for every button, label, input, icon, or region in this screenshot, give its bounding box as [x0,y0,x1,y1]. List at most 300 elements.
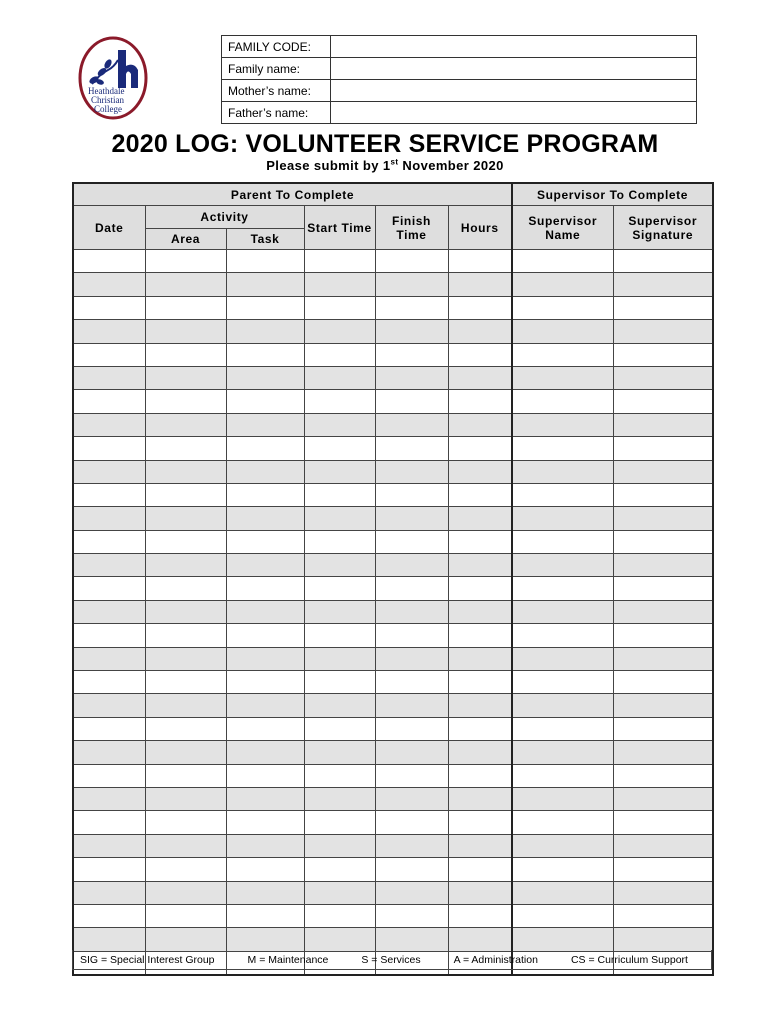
mothers-name-row [222,80,697,102]
finish-time-cell[interactable] [375,577,448,600]
task-cell[interactable] [226,273,304,296]
date-cell[interactable] [73,764,145,787]
log-row [73,554,713,577]
supervisor-signature-cell[interactable] [613,624,713,647]
date-cell[interactable] [73,928,145,951]
task-cell[interactable] [226,483,304,506]
date-cell[interactable] [73,390,145,413]
page-title: 2020 LOG: VOLUNTEER SERVICE PROGRAM [111,130,659,158]
start-time-cell[interactable] [304,834,375,857]
task-cell[interactable] [226,717,304,740]
start-time-cell[interactable] [304,577,375,600]
supervisor-name-cell[interactable] [512,647,613,670]
supervisor-signature-header: Supervisor Signature [613,206,713,250]
area-cell[interactable] [145,787,226,810]
date-cell[interactable] [73,694,145,717]
supervisor-name-cell[interactable] [512,320,613,343]
finish-time-cell[interactable] [375,413,448,436]
task-cell[interactable] [226,250,304,273]
supervisor-signature-cell[interactable] [613,577,713,600]
task-header: Task [226,229,304,250]
hours-cell[interactable] [448,787,512,810]
finish-time-cell[interactable] [375,460,448,483]
log-row [73,366,713,389]
log-row [73,483,713,506]
supervisor-signature-cell[interactable] [613,811,713,834]
area-cell[interactable] [145,904,226,927]
hours-cell[interactable] [448,413,512,436]
mothers-name-field[interactable] [331,80,697,102]
date-cell[interactable] [73,858,145,881]
hours-cell[interactable] [448,671,512,694]
supervisor-signature-cell[interactable] [613,296,713,319]
finish-time-cell[interactable] [375,717,448,740]
start-time-cell[interactable] [304,554,375,577]
supervisor-name-cell[interactable] [512,928,613,951]
start-time-cell[interactable] [304,624,375,647]
log-row [73,717,713,740]
date-cell[interactable] [73,343,145,366]
finish-time-cell[interactable] [375,624,448,647]
family-name-row [222,58,697,80]
supervisor-signature-cell[interactable] [613,343,713,366]
date-cell[interactable] [73,273,145,296]
area-cell[interactable] [145,647,226,670]
start-time-cell[interactable] [304,647,375,670]
family-name-field[interactable] [331,58,697,80]
start-time-cell[interactable] [304,694,375,717]
supervisor-signature-cell[interactable] [613,273,713,296]
family-code-field[interactable] [331,36,697,58]
date-cell[interactable] [73,460,145,483]
hours-cell[interactable] [448,741,512,764]
supervisor-name-cell[interactable] [512,437,613,460]
log-row [73,577,713,600]
task-cell[interactable] [226,904,304,927]
fathers-name-row [222,102,697,124]
start-time-cell[interactable] [304,741,375,764]
task-cell[interactable] [226,507,304,530]
start-time-cell[interactable] [304,530,375,553]
supervisor-signature-cell[interactable] [613,787,713,810]
supervisor-name-header: Supervisor Name [512,206,613,250]
supervisor-name-cell[interactable] [512,624,613,647]
date-cell[interactable] [73,413,145,436]
date-cell[interactable] [73,811,145,834]
hours-cell[interactable] [448,764,512,787]
log-row [73,694,713,717]
finish-time-cell[interactable] [375,811,448,834]
log-row [73,764,713,787]
finish-time-cell[interactable] [375,390,448,413]
hours-cell[interactable] [448,904,512,927]
date-cell[interactable] [73,741,145,764]
area-cell[interactable] [145,320,226,343]
supervisor-name-cell[interactable] [512,717,613,740]
supervisor-signature-cell[interactable] [613,437,713,460]
finish-time-cell[interactable] [375,741,448,764]
supervisor-name-cell[interactable] [512,764,613,787]
area-cell[interactable] [145,250,226,273]
legend-services: S = Services [361,953,421,966]
finish-time-cell[interactable] [375,787,448,810]
start-time-cell[interactable] [304,296,375,319]
start-time-cell[interactable] [304,811,375,834]
start-time-cell[interactable] [304,483,375,506]
hours-cell[interactable] [448,320,512,343]
start-time-cell[interactable] [304,717,375,740]
parent-section-header: Parent To Complete [73,183,512,206]
area-cell[interactable] [145,858,226,881]
supervisor-signature-cell[interactable] [613,717,713,740]
task-cell[interactable] [226,671,304,694]
log-row [73,250,713,273]
task-cell[interactable] [226,343,304,366]
supervisor-name-cell[interactable] [512,273,613,296]
log-row [73,858,713,881]
area-cell[interactable] [145,296,226,319]
area-cell[interactable] [145,694,226,717]
area-cell[interactable] [145,577,226,600]
supervisor-signature-cell[interactable] [613,694,713,717]
task-cell[interactable] [226,296,304,319]
supervisor-signature-cell[interactable] [613,250,713,273]
supervisor-signature-cell[interactable] [613,554,713,577]
finish-time-cell[interactable] [375,366,448,389]
task-cell[interactable] [226,834,304,857]
supervisor-name-cell[interactable] [512,483,613,506]
supervisor-signature-cell[interactable] [613,460,713,483]
hours-header: Hours [448,206,512,250]
date-cell[interactable] [73,671,145,694]
log-row [73,507,713,530]
supervisor-signature-cell[interactable] [613,881,713,904]
supervisor-signature-cell[interactable] [613,483,713,506]
log-row [73,834,713,857]
finish-time-cell[interactable] [375,928,448,951]
task-cell[interactable] [226,694,304,717]
supervisor-section-header: Supervisor To Complete [512,183,713,206]
logo-text-line-2: Christian [91,95,124,105]
start-time-cell[interactable] [304,600,375,623]
supervisor-name-cell[interactable] [512,390,613,413]
log-row [73,928,713,951]
task-cell[interactable] [226,320,304,343]
start-time-cell[interactable] [304,904,375,927]
log-row [73,460,713,483]
start-time-cell[interactable] [304,764,375,787]
hours-cell[interactable] [448,624,512,647]
logo-text-line-3: College [94,104,122,114]
supervisor-signature-cell[interactable] [613,904,713,927]
date-cell[interactable] [73,250,145,273]
hours-cell[interactable] [448,507,512,530]
finish-time-cell[interactable] [375,554,448,577]
hours-cell[interactable] [448,366,512,389]
finish-time-cell[interactable] [375,881,448,904]
date-cell[interactable] [73,296,145,319]
start-time-cell[interactable] [304,366,375,389]
start-time-cell[interactable] [304,671,375,694]
area-cell[interactable] [145,671,226,694]
start-time-cell[interactable] [304,390,375,413]
date-cell[interactable] [73,834,145,857]
hours-cell[interactable] [448,600,512,623]
hours-cell[interactable] [448,694,512,717]
date-cell[interactable] [73,320,145,343]
supervisor-name-cell[interactable] [512,811,613,834]
date-cell[interactable] [73,600,145,623]
start-time-cell[interactable] [304,320,375,343]
log-row [73,787,713,810]
log-row [73,904,713,927]
finish-time-cell[interactable] [375,437,448,460]
supervisor-signature-cell[interactable] [613,413,713,436]
log-row [73,413,713,436]
date-cell[interactable] [73,437,145,460]
supervisor-name-cell[interactable] [512,343,613,366]
mothers-name-label: Mother’s name: [222,80,331,102]
deadline-text-end: November 2020 [398,158,504,173]
start-time-cell[interactable] [304,787,375,810]
hours-cell[interactable] [448,554,512,577]
finish-time-cell[interactable] [375,764,448,787]
supervisor-signature-cell[interactable] [613,764,713,787]
supervisor-name-cell[interactable] [512,507,613,530]
date-cell[interactable] [73,577,145,600]
log-body [73,250,713,976]
hours-cell[interactable] [448,834,512,857]
finish-time-cell[interactable] [375,483,448,506]
start-time-cell[interactable] [304,343,375,366]
task-cell[interactable] [226,390,304,413]
supervisor-signature-cell[interactable] [613,507,713,530]
start-time-header: Start Time [304,206,375,250]
area-cell[interactable] [145,764,226,787]
finish-time-cell[interactable] [375,273,448,296]
finish-time-cell[interactable] [375,647,448,670]
finish-time-cell[interactable] [375,343,448,366]
hours-cell[interactable] [448,390,512,413]
area-cell[interactable] [145,460,226,483]
finish-time-cell[interactable] [375,296,448,319]
supervisor-name-cell[interactable] [512,904,613,927]
area-cell[interactable] [145,928,226,951]
task-cell[interactable] [226,413,304,436]
finish-time-cell[interactable] [375,904,448,927]
start-time-cell[interactable] [304,460,375,483]
supervisor-name-cell[interactable] [512,741,613,764]
hours-cell[interactable] [448,577,512,600]
date-cell[interactable] [73,507,145,530]
supervisor-name-cell[interactable] [512,413,613,436]
fathers-name-label: Father’s name: [222,102,331,124]
supervisor-name-cell[interactable] [512,834,613,857]
supervisor-name-cell[interactable] [512,881,613,904]
hours-cell[interactable] [448,928,512,951]
task-cell[interactable] [226,928,304,951]
area-cell[interactable] [145,600,226,623]
supervisor-signature-cell[interactable] [613,390,713,413]
supervisor-signature-cell[interactable] [613,600,713,623]
supervisor-signature-cell[interactable] [613,530,713,553]
area-cell[interactable] [145,507,226,530]
finish-time-cell[interactable] [375,694,448,717]
hours-cell[interactable] [448,881,512,904]
finish-time-cell[interactable] [375,530,448,553]
task-cell[interactable] [226,881,304,904]
area-cell[interactable] [145,624,226,647]
start-time-cell[interactable] [304,273,375,296]
log-row [73,671,713,694]
finish-time-header: Finish Time [375,206,448,250]
date-cell[interactable] [73,624,145,647]
log-row [73,647,713,670]
log-row [73,624,713,647]
log-row [73,320,713,343]
legend-maintenance: M = Maintenance [247,953,329,966]
legend-administration: A = Administration [453,953,538,966]
area-cell[interactable] [145,717,226,740]
hours-cell[interactable] [448,483,512,506]
date-cell[interactable] [73,554,145,577]
start-time-cell[interactable] [304,413,375,436]
date-cell[interactable] [73,530,145,553]
task-cell[interactable] [226,366,304,389]
date-cell[interactable] [73,787,145,810]
fathers-name-field[interactable] [331,102,697,124]
area-cell[interactable] [145,811,226,834]
hours-cell[interactable] [448,811,512,834]
family-name-label: Family name: [222,58,331,80]
area-cell[interactable] [145,741,226,764]
finish-time-cell[interactable] [375,320,448,343]
supervisor-name-cell[interactable] [512,554,613,577]
finish-time-cell[interactable] [375,600,448,623]
deadline-ordinal: st [390,157,399,167]
task-cell[interactable] [226,600,304,623]
hours-cell[interactable] [448,296,512,319]
supervisor-name-cell[interactable] [512,530,613,553]
submission-deadline [0,158,770,173]
log-row [73,273,713,296]
supervisor-signature-cell[interactable] [613,928,713,951]
finish-time-cell[interactable] [375,858,448,881]
family-code-label: FAMILY CODE: [222,36,331,58]
task-cell[interactable] [226,460,304,483]
task-cell[interactable] [226,624,304,647]
deadline-text-start: Please submit by 1 [266,158,391,173]
hours-cell[interactable] [448,858,512,881]
date-cell[interactable] [73,904,145,927]
task-cell[interactable] [226,577,304,600]
hours-cell[interactable] [448,647,512,670]
start-time-cell[interactable] [304,858,375,881]
supervisor-signature-cell[interactable] [613,647,713,670]
supervisor-name-cell[interactable] [512,858,613,881]
hours-cell[interactable] [448,460,512,483]
hours-cell[interactable] [448,717,512,740]
finish-time-cell[interactable] [375,250,448,273]
supervisor-signature-cell[interactable] [613,320,713,343]
task-cell[interactable] [226,530,304,553]
area-cell[interactable] [145,343,226,366]
start-time-cell[interactable] [304,507,375,530]
task-cell[interactable] [226,741,304,764]
finish-time-cell[interactable] [375,507,448,530]
legend-sig: SIG = Special Interest Group [80,953,215,966]
log-row [73,741,713,764]
task-cell[interactable] [226,554,304,577]
supervisor-signature-cell[interactable] [613,858,713,881]
date-cell[interactable] [73,881,145,904]
hours-cell[interactable] [448,530,512,553]
supervisor-name-cell[interactable] [512,600,613,623]
supervisor-signature-cell[interactable] [613,741,713,764]
start-time-cell[interactable] [304,437,375,460]
finish-time-cell[interactable] [375,834,448,857]
task-cell[interactable] [226,811,304,834]
activity-header: Activity [145,206,304,229]
task-cell[interactable] [226,787,304,810]
area-cell[interactable] [145,881,226,904]
supervisor-name-cell[interactable] [512,787,613,810]
start-time-cell[interactable] [304,881,375,904]
start-time-cell[interactable] [304,250,375,273]
start-time-cell[interactable] [304,928,375,951]
date-cell[interactable] [73,717,145,740]
supervisor-signature-cell[interactable] [613,834,713,857]
area-cell[interactable] [145,554,226,577]
area-cell[interactable] [145,366,226,389]
supervisor-name-cell[interactable] [512,296,613,319]
area-cell[interactable] [145,437,226,460]
supervisor-signature-cell[interactable] [613,366,713,389]
volunteer-log-table [72,182,714,976]
supervisor-name-cell[interactable] [512,671,613,694]
area-cell[interactable] [145,273,226,296]
supervisor-name-cell[interactable] [512,250,613,273]
supervisor-name-cell[interactable] [512,460,613,483]
log-row [73,530,713,553]
supervisor-signature-cell[interactable] [613,671,713,694]
hours-cell[interactable] [448,250,512,273]
hours-cell[interactable] [448,343,512,366]
legend-curriculum-support: CS = Curriculum Support [570,953,688,966]
hours-cell[interactable] [448,437,512,460]
supervisor-name-cell[interactable] [512,577,613,600]
area-cell[interactable] [145,483,226,506]
area-cell[interactable] [145,390,226,413]
area-cell[interactable] [145,834,226,857]
hours-cell[interactable] [448,273,512,296]
task-cell[interactable] [226,858,304,881]
area-cell[interactable] [145,530,226,553]
task-cell[interactable] [226,647,304,670]
finish-time-cell[interactable] [375,671,448,694]
date-cell[interactable] [73,483,145,506]
family-info-table [221,35,697,124]
date-cell[interactable] [73,366,145,389]
task-cell[interactable] [226,764,304,787]
task-cell[interactable] [226,437,304,460]
log-row [73,600,713,623]
date-cell[interactable] [73,647,145,670]
supervisor-name-cell[interactable] [512,694,613,717]
logo-text-line-1: Heathdale [88,86,125,96]
area-cell[interactable] [145,413,226,436]
supervisor-name-cell[interactable] [512,366,613,389]
